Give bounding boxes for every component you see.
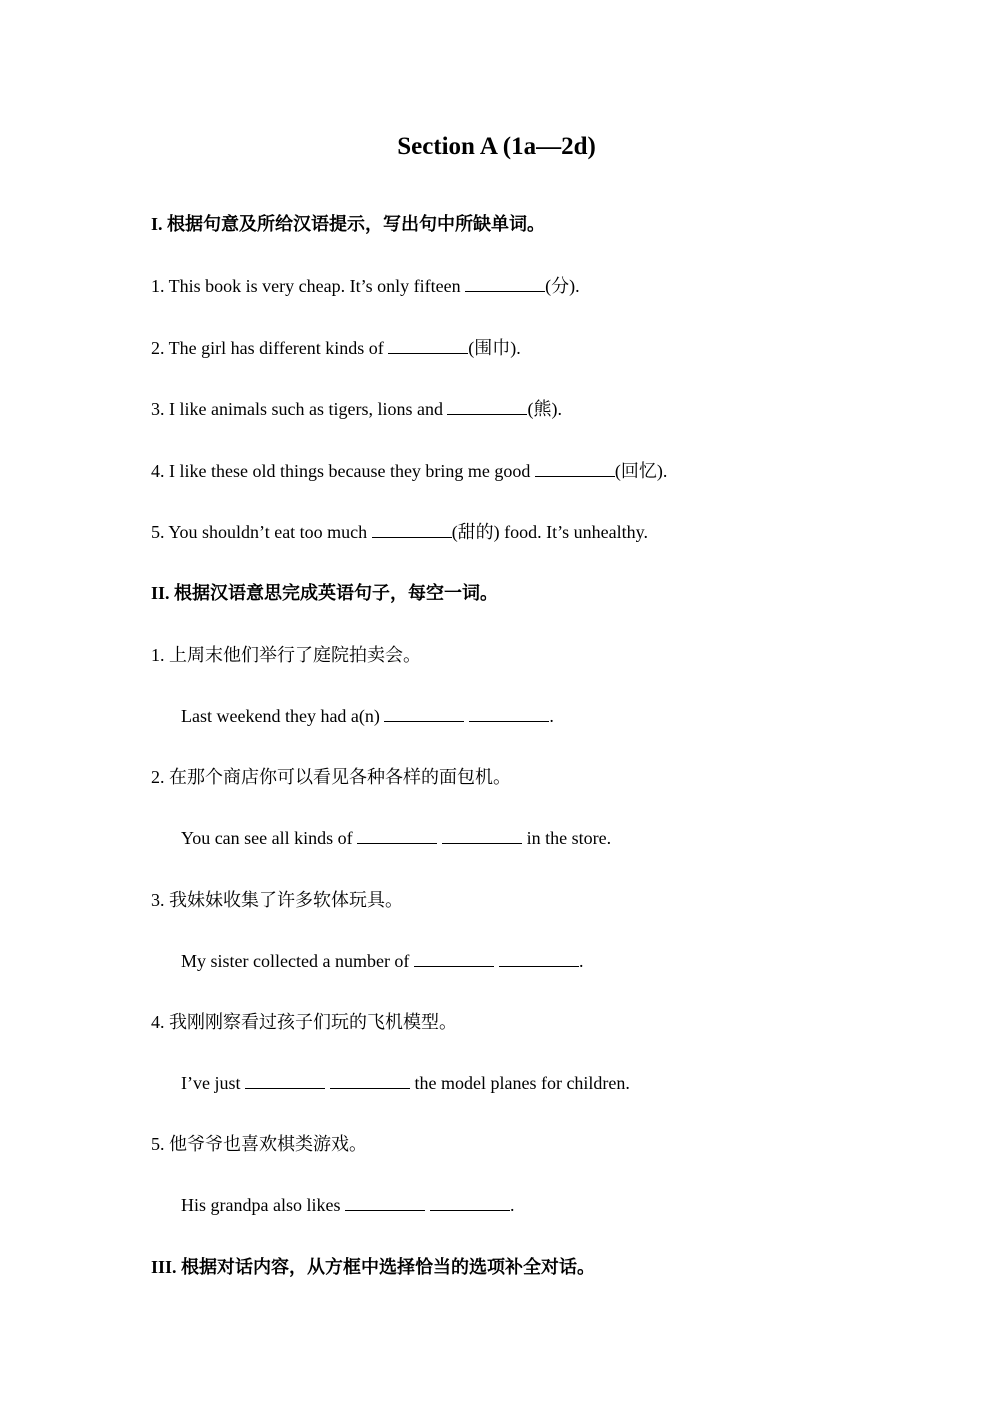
part1-item-4 bbox=[151, 457, 667, 485]
part1-item-5 bbox=[151, 518, 648, 546]
part1-heading: I. 根据句意及所给汉语提示，写出句中所缺单词。 bbox=[151, 214, 546, 234]
item-text-before: 5. You shouldn’t eat too much bbox=[151, 522, 372, 542]
part2-item-1-chinese: 1. 上周末他们举行了庭院拍卖会。 bbox=[151, 645, 421, 665]
answer-blank[interactable] bbox=[245, 1072, 325, 1089]
answer-blank[interactable] bbox=[388, 337, 468, 354]
item-text-after: . bbox=[578, 951, 584, 971]
part1-item-1 bbox=[151, 272, 580, 300]
item-text-after: the model planes for children. bbox=[409, 1073, 630, 1093]
item-text-before: Last weekend they had a(n) bbox=[181, 706, 385, 726]
part2-item-2-chinese: 2. 在那个商店你可以看见各种各样的面包机。 bbox=[151, 767, 511, 787]
item-text-before: 3. I like animals such as tigers, lions and bbox=[151, 399, 448, 419]
item-text-after: . bbox=[549, 706, 554, 726]
part2-item-1-english bbox=[181, 702, 554, 730]
item-text-before: I’ve just bbox=[181, 1073, 245, 1093]
item-text-after: (围巾). bbox=[468, 338, 521, 358]
part3-heading: III. 根据对话内容，从方框中选择恰当的选项补全对话。 bbox=[151, 1257, 596, 1277]
item-text-before: His grandpa also likes bbox=[181, 1195, 345, 1215]
item-text-after: (分). bbox=[545, 276, 580, 296]
answer-blank[interactable] bbox=[442, 827, 522, 844]
answer-blank[interactable] bbox=[345, 1194, 425, 1211]
part2-heading: II. 根据汉语意思完成英语句子，每空一词。 bbox=[151, 583, 499, 603]
part1-item-2 bbox=[151, 334, 521, 362]
item-text-after: (甜的) food. It’s unhealthy. bbox=[451, 522, 648, 542]
item-text-after: . bbox=[509, 1195, 515, 1215]
part2-item-3-chinese: 3. 我妹妹收集了许多软体玩具。 bbox=[151, 890, 403, 910]
part2-item-4-chinese: 4. 我刚刚察看过孩子们玩的飞机模型。 bbox=[151, 1012, 457, 1032]
answer-blank[interactable] bbox=[330, 1072, 410, 1089]
part2-item-2-english bbox=[181, 824, 611, 852]
answer-blank[interactable] bbox=[430, 1194, 510, 1211]
item-text-before: 2. The girl has different kinds of bbox=[151, 338, 389, 358]
part2-item-3-english bbox=[181, 947, 583, 975]
item-text-before: 4. I like these old things because they bring me good bbox=[151, 461, 535, 481]
answer-blank[interactable] bbox=[384, 705, 464, 722]
part1-item-3 bbox=[151, 395, 562, 423]
item-text-after: (熊). bbox=[527, 399, 562, 419]
answer-blank[interactable] bbox=[357, 827, 437, 844]
answer-blank[interactable] bbox=[499, 950, 579, 967]
part2-item-5-english bbox=[181, 1191, 514, 1219]
answer-blank[interactable] bbox=[465, 275, 545, 292]
page-title: Section A (1a—2d) bbox=[397, 133, 596, 160]
answer-blank[interactable] bbox=[447, 398, 527, 415]
answer-blank[interactable] bbox=[535, 460, 615, 477]
item-text-before: 1. This book is very cheap. It’s only fifteen bbox=[151, 276, 466, 296]
answer-blank[interactable] bbox=[469, 705, 549, 722]
item-text-after: in the store. bbox=[522, 828, 612, 848]
answer-blank[interactable] bbox=[414, 950, 494, 967]
item-text-before: My sister collected a number of bbox=[181, 951, 414, 971]
item-text-before: You can see all kinds of bbox=[181, 828, 358, 848]
part2-item-4-english bbox=[181, 1069, 630, 1097]
item-text-after: (回忆). bbox=[614, 461, 668, 481]
part2-item-5-chinese: 5. 他爷爷也喜欢棋类游戏。 bbox=[151, 1134, 367, 1154]
answer-blank[interactable] bbox=[372, 521, 452, 538]
